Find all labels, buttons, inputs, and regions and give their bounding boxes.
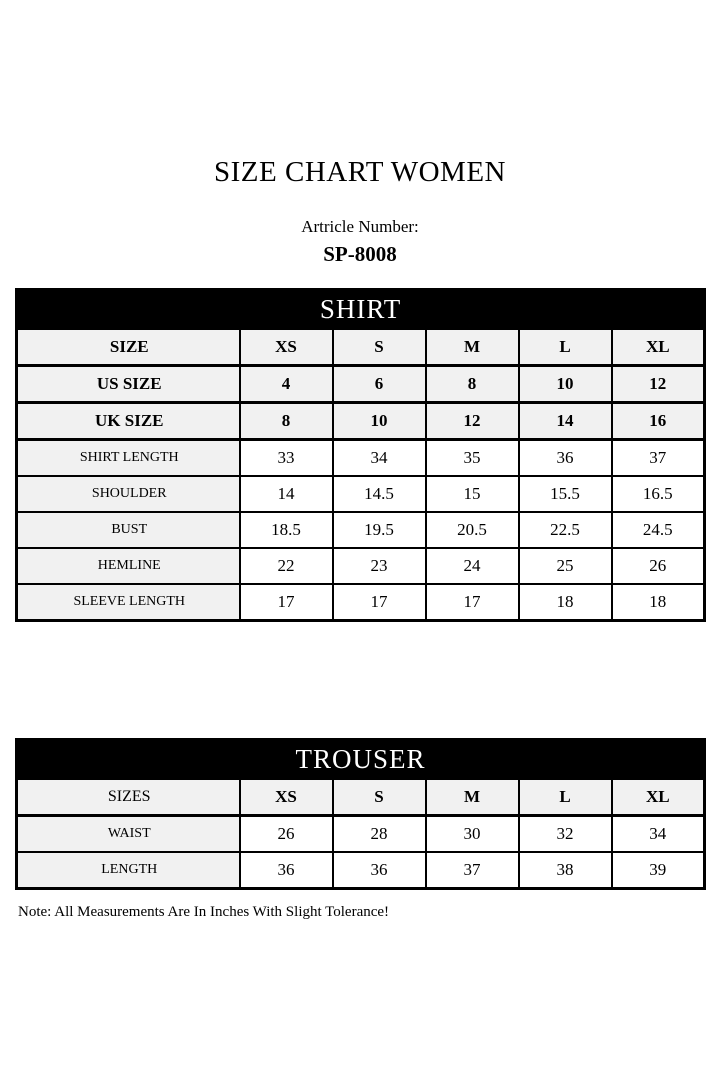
cell-value: 12 xyxy=(612,366,705,403)
row-label: SLEEVE LENGTH xyxy=(17,584,240,621)
cell-value: 34 xyxy=(333,440,426,477)
sleeve-length-row xyxy=(17,584,705,621)
shirt-size-table xyxy=(15,288,706,622)
cell-value: 17 xyxy=(240,584,333,621)
cell-value: 39 xyxy=(612,852,705,889)
measurements-note: Note: All Measurements Are In Inches With Slight Tolerance! xyxy=(18,904,390,920)
cell-value: L xyxy=(519,329,612,366)
cell-value: 6 xyxy=(333,366,426,403)
cell-value: 10 xyxy=(333,403,426,440)
cell-value: 14 xyxy=(519,403,612,440)
length-row xyxy=(17,852,705,889)
cell-value: 17 xyxy=(333,584,426,621)
row-label: UK SIZE xyxy=(17,403,240,440)
cell-value: 16.5 xyxy=(612,476,705,512)
cell-value: 16 xyxy=(612,403,705,440)
cell-value: 24 xyxy=(426,548,519,584)
cell-value: 15 xyxy=(426,476,519,512)
row-label: BUST xyxy=(17,512,240,548)
row-label: US SIZE xyxy=(17,366,240,403)
cell-value: 8 xyxy=(426,366,519,403)
cell-value: XL xyxy=(612,329,705,366)
cell-value: 38 xyxy=(519,852,612,889)
cell-value: XS xyxy=(240,779,333,816)
cell-value: S xyxy=(333,779,426,816)
row-label: WAIST xyxy=(17,816,240,853)
cell-value: 15.5 xyxy=(519,476,612,512)
trouser-size-table xyxy=(15,738,706,890)
cell-value: 22.5 xyxy=(519,512,612,548)
cell-value: 10 xyxy=(519,366,612,403)
bust-row xyxy=(17,512,705,548)
cell-value: 36 xyxy=(240,852,333,889)
shirt-us-size-row xyxy=(17,366,705,403)
shoulder-row xyxy=(17,476,705,512)
cell-value: 37 xyxy=(426,852,519,889)
row-label: SIZES xyxy=(17,779,240,816)
cell-value: 17 xyxy=(426,584,519,621)
cell-value: 4 xyxy=(240,366,333,403)
cell-value: 18 xyxy=(519,584,612,621)
hemline-row xyxy=(17,548,705,584)
row-label: SHOULDER xyxy=(17,476,240,512)
cell-value: XL xyxy=(612,779,705,816)
cell-value: 23 xyxy=(333,548,426,584)
cell-value: 35 xyxy=(426,440,519,477)
cell-value: 14 xyxy=(240,476,333,512)
cell-value: L xyxy=(519,779,612,816)
row-label: LENGTH xyxy=(17,852,240,889)
cell-value: 37 xyxy=(612,440,705,477)
cell-value: 26 xyxy=(612,548,705,584)
cell-value: 20.5 xyxy=(426,512,519,548)
shirt-uk-size-row xyxy=(17,403,705,440)
cell-value: 36 xyxy=(519,440,612,477)
cell-value: 14.5 xyxy=(333,476,426,512)
cell-value: 18.5 xyxy=(240,512,333,548)
cell-value: 30 xyxy=(426,816,519,853)
article-number-value: SP-8008 xyxy=(323,242,397,266)
cell-value: XS xyxy=(240,329,333,366)
waist-row xyxy=(17,816,705,853)
row-label: HEMLINE xyxy=(17,548,240,584)
shirt-banner-row xyxy=(17,290,705,329)
cell-value: 28 xyxy=(333,816,426,853)
row-label: SIZE xyxy=(17,329,240,366)
cell-value: 36 xyxy=(333,852,426,889)
cell-value: 19.5 xyxy=(333,512,426,548)
cell-value: 8 xyxy=(240,403,333,440)
cell-value: 26 xyxy=(240,816,333,853)
cell-value: 33 xyxy=(240,440,333,477)
cell-value: 12 xyxy=(426,403,519,440)
cell-value: M xyxy=(426,329,519,366)
shirt-length-row xyxy=(17,440,705,477)
cell-value: 25 xyxy=(519,548,612,584)
trouser-sizes-row xyxy=(17,779,705,816)
row-label: SHIRT LENGTH xyxy=(17,440,240,477)
cell-value: 22 xyxy=(240,548,333,584)
trouser-banner-row xyxy=(17,740,705,779)
shirt-size-row xyxy=(17,329,705,366)
cell-value: 32 xyxy=(519,816,612,853)
article-number-label: Artricle Number: xyxy=(301,217,419,236)
cell-value: 24.5 xyxy=(612,512,705,548)
shirt-table-title: SHIRT xyxy=(17,290,705,329)
cell-value: 18 xyxy=(612,584,705,621)
trouser-table-title: TROUSER xyxy=(17,740,705,779)
page-title: SIZE CHART WOMEN xyxy=(214,156,506,188)
cell-value: M xyxy=(426,779,519,816)
cell-value: S xyxy=(333,329,426,366)
cell-value: 34 xyxy=(612,816,705,853)
